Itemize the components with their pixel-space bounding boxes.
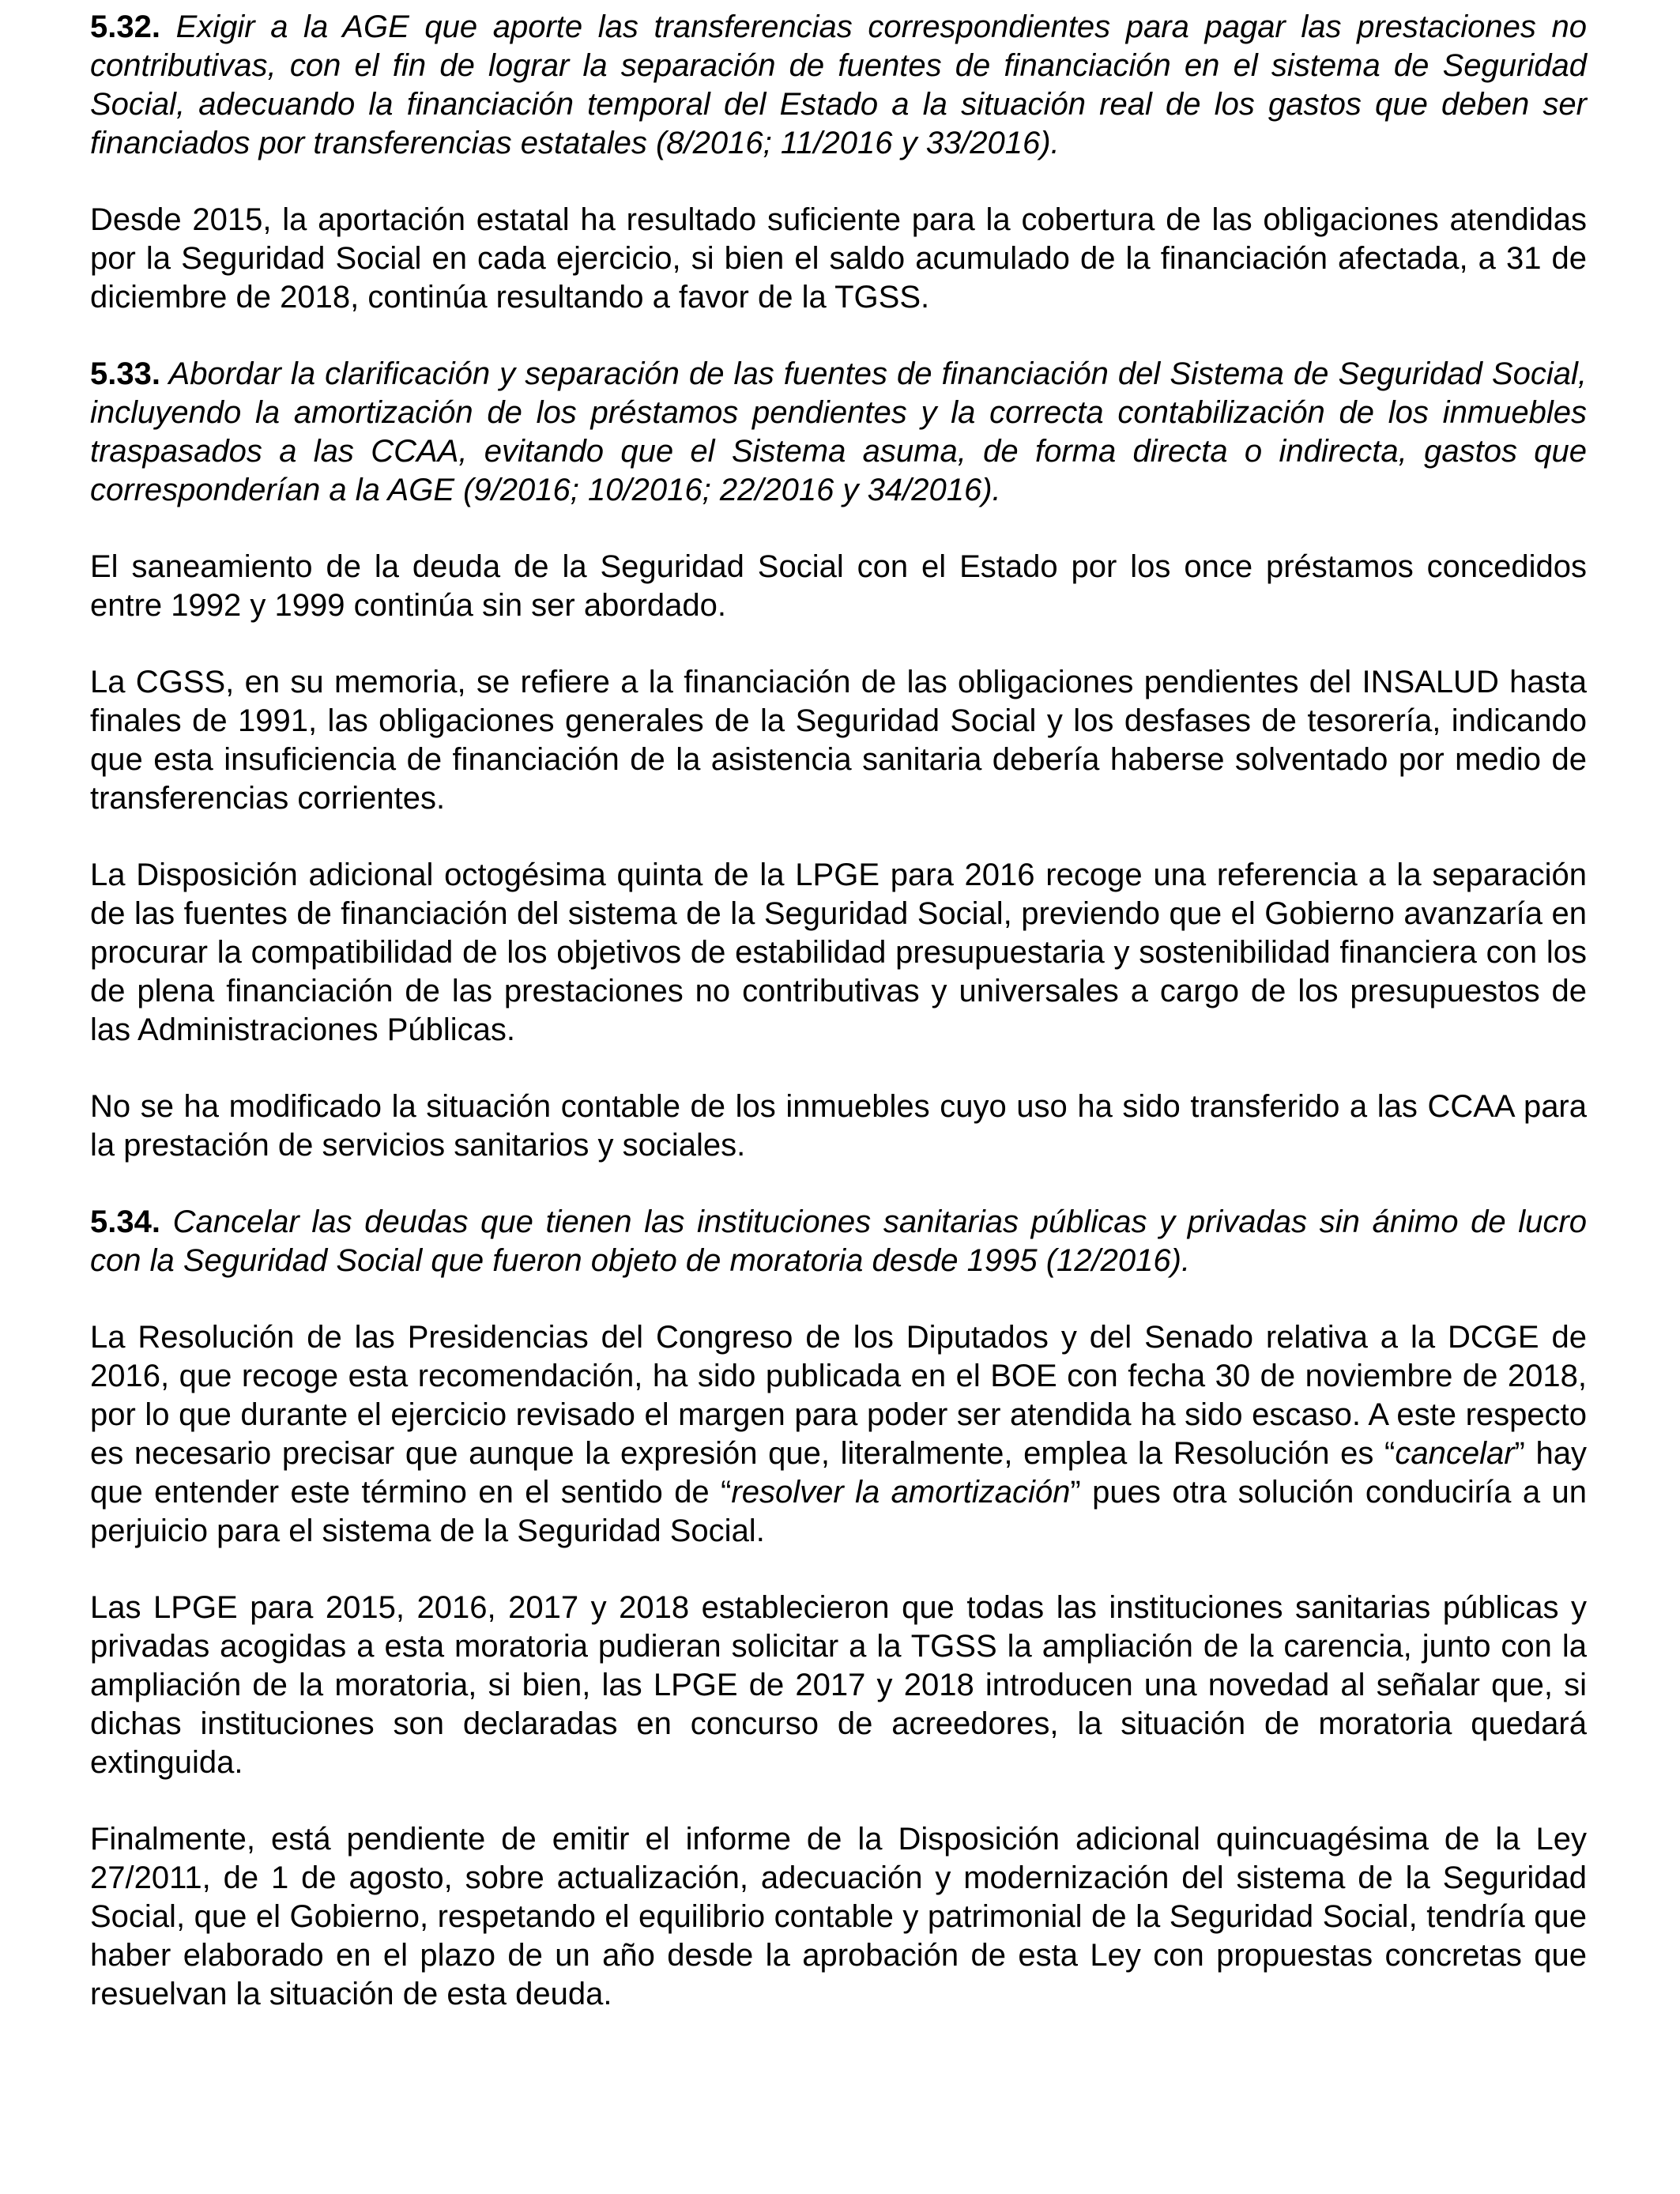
paragraph: El saneamiento de la deuda de la Seguridad Social con el Estado por los once préstamos concedidos entre 1992 y 1999 continúa sin ser abordado. (90, 549, 1587, 623)
paragraph-text: La Resolución de las Presidencias del Congreso de los Diputados y del Senado relativa a la DCGE de 2016, que recoge esta recomendación, ha sido publicada en el BOE con fecha 30 de noviembre de 2018, por lo que durante el ejercicio revisado el margen para poder ser atendida ha sido escaso. A este respecto es necesario precisar que aunque la expresión que, literalmente, emplea la Resolución es “ (90, 1320, 1587, 1471)
paragraph: No se ha modificado la situación contable de los inmuebles cuyo uso ha sido transferido a las CCAA para la prestación de servicios sanitarios y sociales. (90, 1089, 1587, 1163)
paragraph-text: ” hay que entender este término en el sentido de “ (90, 1436, 1587, 1510)
paragraph: Las LPGE para 2015, 2016, 2017 y 2018 establecieron que todas las instituciones sanitarias públicas y privadas acogidas a esta moratoria pudieran solicitar a la TGSS la ampliación de la carencia, junto con la ampliación de la moratoria, si bien, las LPGE de 2017 y 2018 introducen una novedad al señalar que, si dichas instituciones son declaradas en concurso de acreedores, la situación de moratoria quedará extinguida. (90, 1590, 1587, 1780)
recommendation-5-33 (90, 355, 1587, 510)
paragraph: La CGSS, en su memoria, se refiere a la financiación de las obligaciones pendientes del INSALUD hasta finales de 1991, las obligaciones generales de la Seguridad Social y los desfases de tesorería, indicando que esta insuficiencia de financiación de la asistencia sanitaria debería haberse solventado por medio de transferencias corrientes. (90, 665, 1587, 816)
recommendation-5-34 (90, 1203, 1587, 1280)
emphasis-text: cancelar (1395, 1436, 1515, 1471)
recommendation-text: Exigir a la AGE que aporte las transferencias correspondientes para pagar las prestaciones no contributivas, con el fin de lograr la separación de fuentes de financiación en el sistema de Seguridad Social, adecuando la financiación temporal del Estado a la situación real de los gastos que deben ser financiados por transferencias estatales (8/2016; 11/2016 y 33/2016). (90, 9, 1587, 160)
recommendation-number: 5.34. (90, 1204, 160, 1239)
paragraph (90, 1318, 1587, 1551)
document-page (90, 8, 1587, 2052)
recommendation-number: 5.32. (90, 9, 160, 44)
paragraph-text: ” pues otra solución conduciría a un perjuicio para el sistema de la Seguridad Social. (90, 1475, 1587, 1548)
paragraph: La Disposición adicional octogésima quinta de la LPGE para 2016 recoge una referencia a la separación de las fuentes de financiación del sistema de la Seguridad Social, previendo que el Gobierno avanzaría en procurar la compatibilidad de los objetivos de estabilidad presupuestaria y sostenibilidad financiera con los de plena financiación de las prestaciones no contributivas y universales a cargo de los presupuestos de las Administraciones Públicas. (90, 858, 1587, 1047)
recommendation-text: Cancelar las deudas que tienen las instituciones sanitarias públicas y privadas sin ánimo de lucro con la Seguridad Social que fueron objeto de moratoria desde 1995 (12/2016). (90, 1204, 1587, 1278)
recommendation-text: Abordar la clarificación y separación de las fuentes de financiación del Sistema de Seguridad Social, incluyendo la amortización de los préstamos pendientes y la correcta contabilización de los inmuebles traspasados a las CCAA, evitando que el Sistema asuma, de forma directa o indirecta, gastos que corresponderían a la AGE (9/2016; 10/2016; 22/2016 y 34/2016). (90, 356, 1587, 507)
recommendation-number: 5.33. (90, 356, 160, 391)
paragraph: Desde 2015, la aportación estatal ha resultado suficiente para la cobertura de las obligaciones atendidas por la Seguridad Social en cada ejercicio, si bien el saldo acumulado de la financiación afectada, a 31 de diciembre de 2018, continúa resultando a favor de la TGSS. (90, 202, 1587, 315)
recommendation-5-32 (90, 8, 1587, 163)
emphasis-text: resolver la amortización (731, 1475, 1071, 1510)
paragraph: Finalmente, está pendiente de emitir el informe de la Disposición adicional quincuagésima de la Ley 27/2011, de 1 de agosto, sobre actualización, adecuación y modernización del sistema de la Seguridad Social, que el Gobierno, respetando el equilibrio contable y patrimonial de la Seguridad Social, tendría que haber elaborado en el plazo de un año desde la aprobación de esta Ley con propuestas concretas que resuelvan la situación de esta deuda. (90, 1822, 1587, 2011)
